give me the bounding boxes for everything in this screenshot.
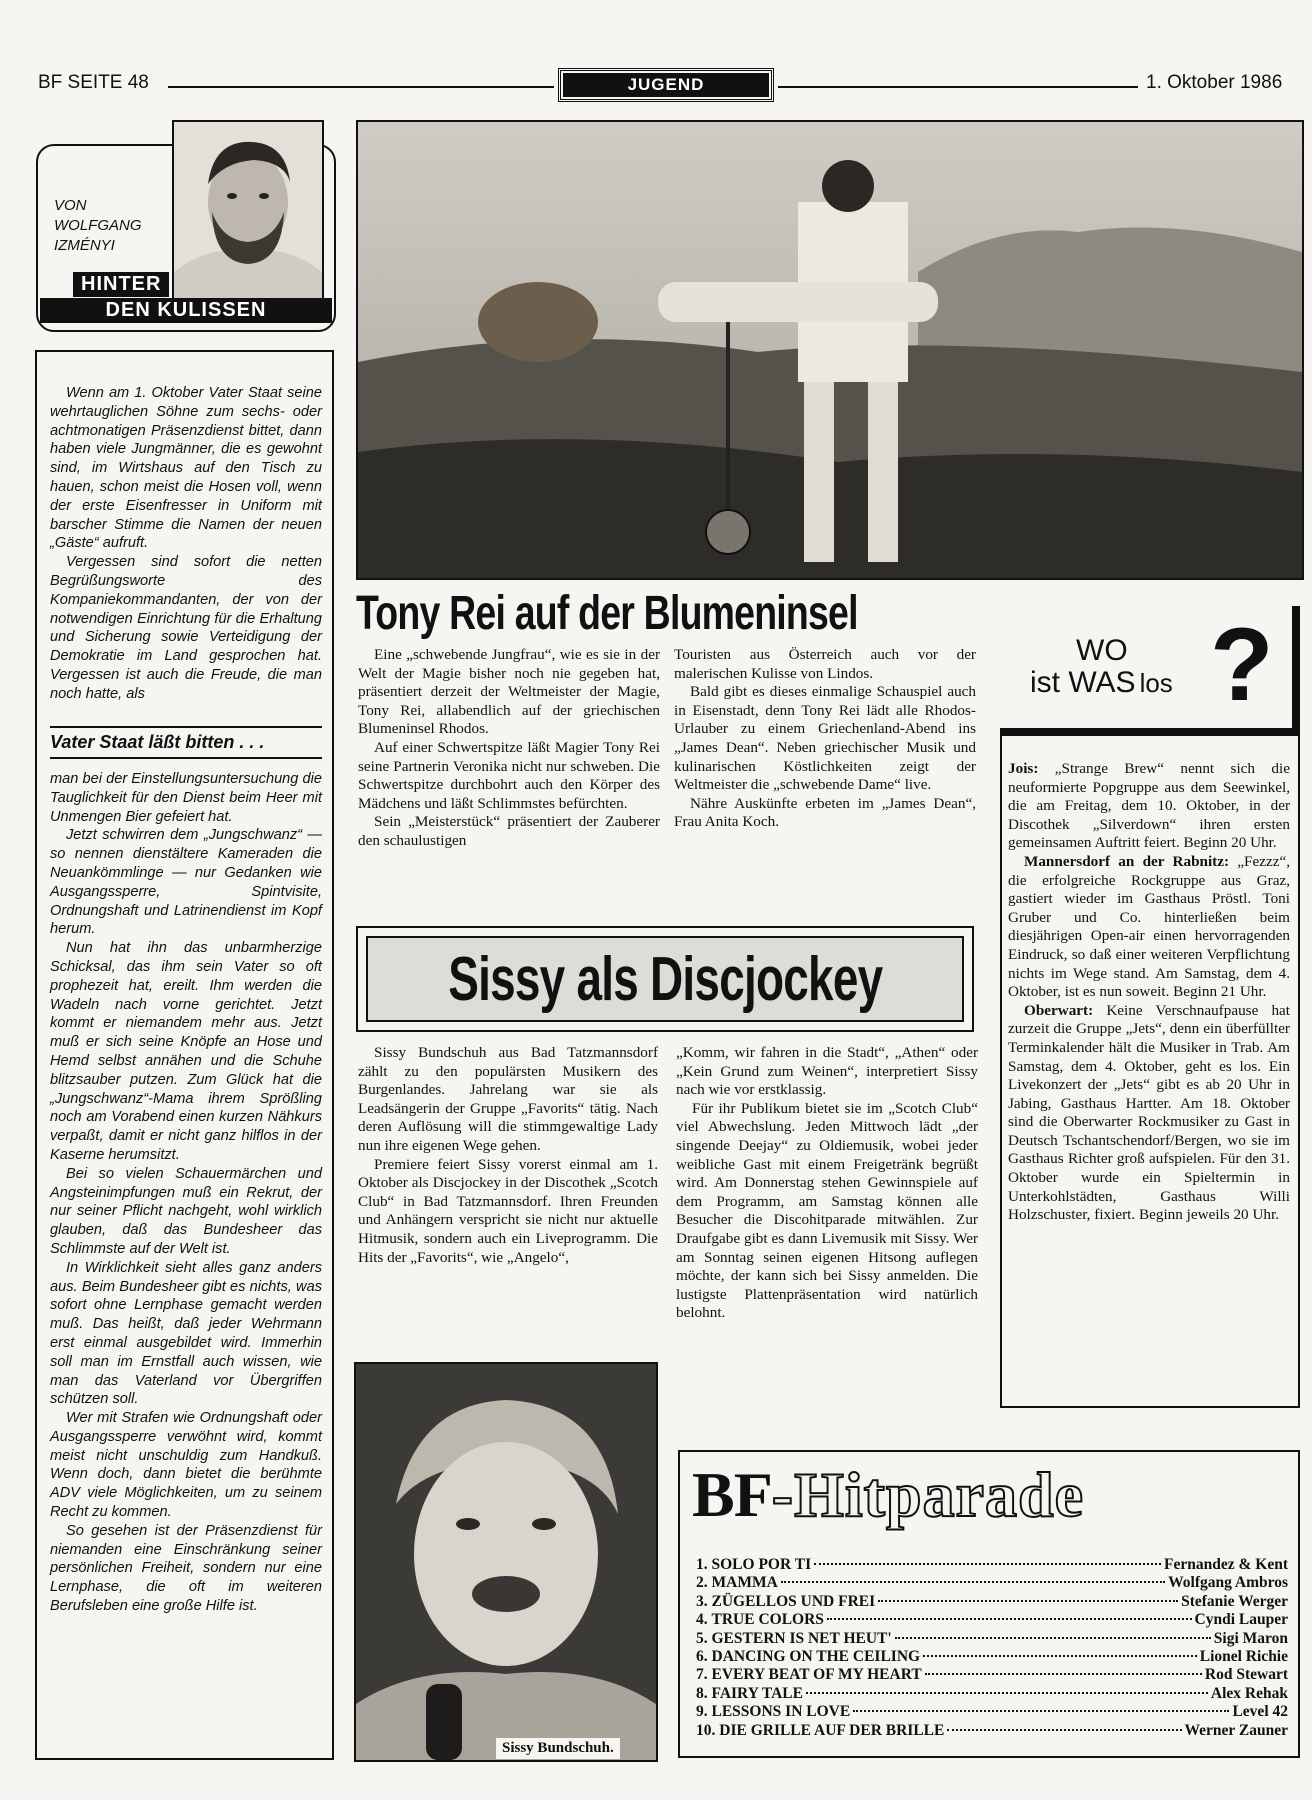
column-paragraph: So gesehen ist der Präsenzdienst für niemanden eine Einschränkung seiner persönlichen Freiheit, sondern nur eine Lernphase, die oft im weiteren Berufsleben eine große Hilfe ist. xyxy=(50,1522,322,1615)
column-paragraph: Wenn am 1. Oktober Vater Staat seine wehrtauglichen Söhne zum sechs- oder achtmonatigen Präsenzdienst bittet, dann haben viele Jungmänner, die es gewohnt sind, im Wirtshaus auf den Tisch zu hauen, schon meist die Hosen voll, wenn der erste Eisenfresser in Uniform mit barscher Stimme die Namen der neuen „Gäste“ aufruft. xyxy=(50,385,322,552)
article-paragraph: Auf einer Schwertspitze läßt Magier Tony Rei seine Partnerin Veronika nicht nur schweben. Die Schwertspitze durchbohrt auch den Körper des Mädchens und läßt Schlimmstes befürchten. xyxy=(358,738,660,812)
column-title-line2: DEN KULISSEN xyxy=(40,298,332,323)
article-paragraph: Sissy Bundschuh aus Bad Tatzmannsdorf zählt zu den populärsten Musikern des Burgenlandes. Jahrelang war sie als Leadsängerin der Gruppe „Favorits“ tätig. Nach deren Auflösung will die stimmgewaltige Lady nun ihre eigenen Wege gehen. xyxy=(358,1044,658,1154)
chart-entry: 8. FAIRY TALE Alex Rehak xyxy=(696,1684,1288,1702)
section-label: JUGEND xyxy=(563,73,769,97)
column-paragraph: Wer mit Strafen wie Ordnungshaft oder Ausgangssperre verwöhnt wird, kommt meist nicht unschuldig zum Handkuß. Wenn doch, dann bietet die berühmte ADV viele Möglichkeiten, um zu seinem Recht zu kommen. xyxy=(50,1410,322,1521)
author-portrait xyxy=(172,120,324,302)
chart-entry: 7. EVERY BEAT OF MY HEART Rod Stewart xyxy=(696,1666,1288,1684)
article-paragraph: Eine „schwebende Jungfrau“, wie es sie in der Welt der Magie bisher noch nie gegeben hat, präsentiert derzeit der Weltmeister der Magie, Tony Rei, allabendlich auf der griechischen Blumeninsel Rhodos. xyxy=(358,646,660,738)
chart-entry: 2. MAMMA Wolfgang Ambros xyxy=(696,1574,1288,1592)
sissy-photo xyxy=(354,1362,658,1762)
events-body xyxy=(1008,760,1290,1225)
chart-entry: 6. DANCING ON THE CEILING Lionel Richie xyxy=(696,1648,1288,1666)
article-paragraph: „Komm, wir fahren in die Stadt“, „Athen“ oder „Kein Grund zum Weinen“, interpretiert Sissy nach wie vor erstklassig. xyxy=(676,1044,978,1099)
article-paragraph: Für ihr Publikum bietet sie im „Scotch Club“ viel Abwechslung. Jeden Mittwoch lädt „der singende Deejay“ zu Oldiemusik, wobei jeder weibliche Gast mit einem Freigetränk begrüßt wird. Am Donnerstag stehen Gewinnspiele auf dem Programm, am Samstag können alle Besucher die Discohitparade mitwählen. Zur Draufgabe gibt es dann Livemusik mit Sissy. Wer am Sonntag seinen eigenen Hitsong auflegen möchte, der kann sich bei Sissy anmelden. Die lustigste Plattenpräsentation wird natürlich belohnt. xyxy=(676,1099,978,1322)
question-mark-icon: ? xyxy=(1210,607,1274,723)
column-paragraph: Vergessen sind sofort die netten Begrüßungsworte des Kompaniekommandanten, der von der notwendigen Einrichtung für die Erhaltung und Sicherung sowie Verteidigung der Demokratie im Land gesprochen hat. Vergessen ist auch die Freude, die man noch hatte, als xyxy=(50,554,322,702)
chart-entry: 5. GESTERN IS NET HEUT' Sigi Maron xyxy=(696,1629,1288,1647)
tony-col2 xyxy=(674,646,976,832)
column-title-line1: HINTER xyxy=(73,272,169,297)
hitparade-title: BF-Hitparade xyxy=(692,1459,1084,1530)
sissy-headline: Sissy als Discjockey xyxy=(447,944,883,1014)
events-header xyxy=(1000,606,1300,736)
hitparade-list xyxy=(696,1556,1288,1740)
sissy-col1 xyxy=(358,1044,658,1267)
events-title-line1: WO xyxy=(1076,634,1128,667)
column-intro xyxy=(50,384,322,704)
sissy-headline-box xyxy=(356,926,974,1032)
events-title-line2: ist WAS los xyxy=(1030,666,1173,699)
article-paragraph: Nähre Auskünfte erbeten im „James Dean“, Frau Anita Koch. xyxy=(674,794,976,831)
article-paragraph: Touristen aus Österreich auch vor der malerischen Kulisse von Lindos. xyxy=(674,646,976,682)
article-paragraph: Bald gibt es dieses einmalige Schauspiel auch in Eisenstadt, denn Tony Rei lädt alle Rhodos-Urlauber zu einem Griechenland-Abend ins „James Dean“. Neben griechischer Musik und kulinarischen Köstlichkeiten zeigt der Weltmeister die „schwebende Dame“ live. xyxy=(674,683,976,794)
column-body xyxy=(50,770,322,1616)
chart-entry: 3. ZÜGELLOS UND FREI Stefanie Werger xyxy=(696,1592,1288,1610)
event-entry: Mannersdorf an der Rabnitz: „Fezzz“, die erfolgreiche Rockgruppe aus Graz, gastiert wieder im Gasthaus Pröstl. Toni Gruber und Co. hinterließen beim diesjährigen Open-air einen hervorragenden Eindruck, so daß einer weiteren Verpflichtung nichts im Wege stand. Am Samstag, dem 4. Oktober, ist es nun soweit. Beginn 21 Uhr. xyxy=(1008,852,1291,1001)
event-entry: Jois: „Strange Brew“ nennt sich die neuformierte Popgruppe aus dem Seewinkel, die am Freitag, dem 10. Oktober, in der Discothek „Silverdown“ ihren ersten gemeinsamen Auftritt feiert. Beginn 20 Uhr. xyxy=(1008,760,1290,852)
page-label: BF SEITE 48 xyxy=(38,72,149,93)
column-paragraph: Bei so vielen Schauermärchen und Angsteinimpfungen muß ein Rekrut, der nur seiner Pflicht nachgeht, wohl wirklich glauben, daß das Bundesheer das Schlimmste auf der Welt ist. xyxy=(50,1165,322,1257)
column-subheading: Vater Staat läßt bitten . . . xyxy=(50,726,322,759)
chart-entry: 4. TRUE COLORS Cyndi Lauper xyxy=(696,1611,1288,1629)
section-label-box xyxy=(558,68,774,102)
sissy-photo-caption: Sissy Bundschuh. xyxy=(496,1738,620,1759)
header-rule-right xyxy=(778,86,1138,88)
tony-col1 xyxy=(358,646,660,851)
article-paragraph: Premiere feiert Sissy vorerst einmal am 1. Oktober als Discjockey in der Discothek „Scotch Club“ in Bad Tatzmannsdorf. Ihren Freunden und Anhängern verspricht sie nicht nur aktuelle Hitmusik, sondern auch ein Liveprogramm. Die Hits der „Favorits“, wie „Angelo“, xyxy=(358,1155,658,1266)
column-paragraph: Nun hat ihn das unbarmherzige Schicksal, das ihm sein Vater so oft prophezeit hat, ereilt. Ihm werden die Wadeln nach vorne gerichtet. Jetzt kommt er niemandem mehr aus. Jetzt muß er sich seine Knöpfe an Hose und Hemd selbst annähen und die Schuhe blitzsauber putzen. Zum Glück hat die „Jungschwanz“-Mama ihrem Sprößling noch am Vorabend einen kurzen Nähkurs verpaßt, damit er nicht ganz hilflos in der Kaserne herumsitzt. xyxy=(50,940,322,1163)
chart-entry: 9. LESSONS IN LOVE Level 42 xyxy=(696,1703,1288,1721)
column-paragraph: Jetzt schwirren dem „Jungschwanz“ — so nennen dienstältere Kameraden die Neuankömmlinge — nur Gedanken wie Ausgangssperre, Spintvisite, Ordnungshaft und Latrinendienst im Kopf herum. xyxy=(50,827,322,938)
author-byline: VON WOLFGANG IZMÉNYI xyxy=(54,197,142,254)
column-paragraph: man bei der Einstellungsuntersuchung die Tauglichkeit für den Dienst beim Heer mit Unmengen Bier gefeiert hat. xyxy=(50,771,322,825)
column-paragraph: In Wirklichkeit sieht alles ganz anders aus. Beim Bundesheer gibt es nichts, was sofort ohne Lernphase gemacht werden muß. Das heißt, daß jeder Wehrmann erst einmal ausgebildet wird. Immerhin soll man im Ernstfall auch wissen, wie man das Vaterland vor Übergriffen schützen soll. xyxy=(50,1259,322,1408)
sissy-col2 xyxy=(676,1044,978,1323)
tony-headline: Tony Rei auf der Blumeninsel xyxy=(356,587,858,640)
chart-entry: 1. SOLO POR TI Fernandez & Kent xyxy=(696,1556,1288,1573)
chart-entry: 10. DIE GRILLE AUF DER BRILLE Werner Zauner xyxy=(696,1721,1288,1739)
magician-photo xyxy=(356,120,1304,580)
article-paragraph: Sein „Meisterstück“ präsentiert der Zauberer den schaulustigen xyxy=(358,813,660,849)
event-entry: Oberwart: Keine Verschnaufpause hat zurzeit die Gruppe „Jets“, denn ein überfüllter Terminkalender hält die Musiker in Trab. Am Samstag, dem 4. Oktober, geht es los. Ein Livekonzert der „Jets“ gibt es ab 20 Uhr in Jabing, Gasthaus Hartter. Am 18. Oktober sind die Oberwarter Rockmusiker zu Gast in Deutsch Tschantschendorf/Bergen, wo sie im Gasthaus Richter groß aufspielen. Für den 31. Oktober wurde ein Spieltermin in Unterkohlstädten, Gasthaus Willi Holzschuster, fixiert. Beginn jeweils 20 Uhr. xyxy=(1008,1001,1291,1224)
issue-date: 1. Oktober 1986 xyxy=(1146,72,1283,93)
header-rule-left xyxy=(168,86,554,88)
